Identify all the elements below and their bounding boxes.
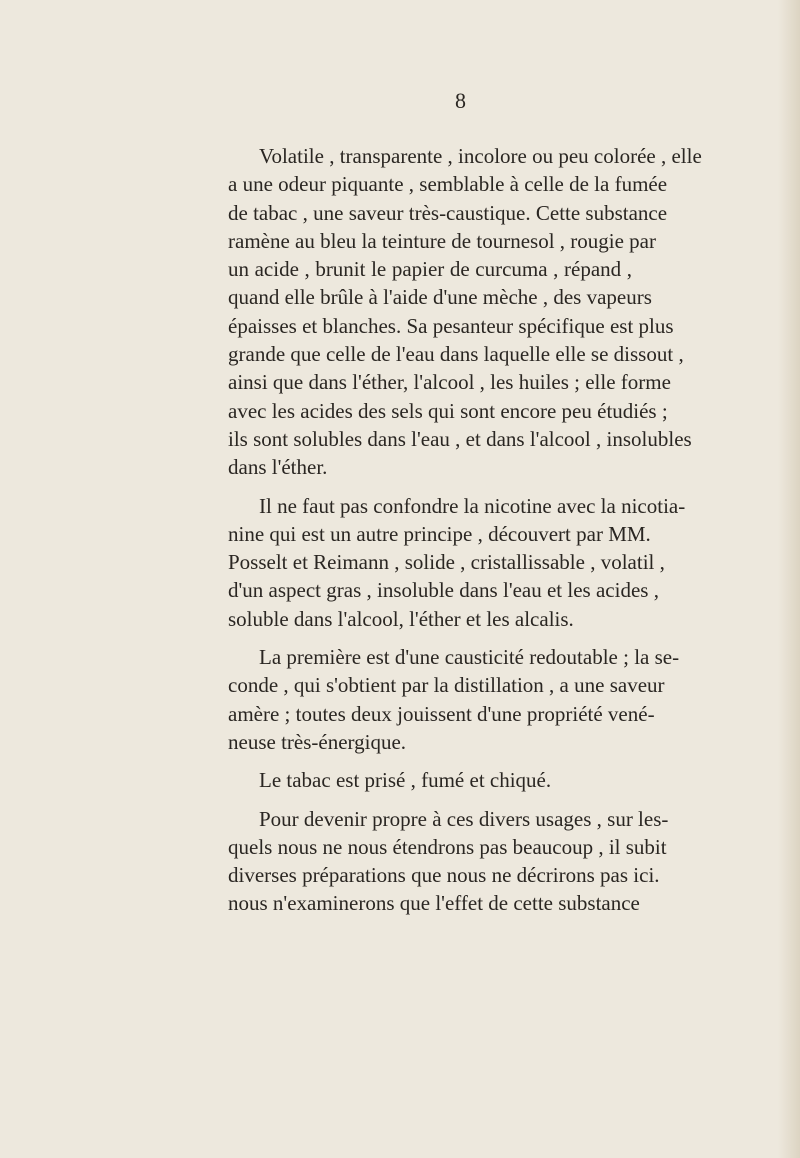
text-line: quand elle brûle à l'aide d'une mèche , des vapeurs — [228, 285, 652, 310]
text-line: conde , qui s'obtient par la distillation , a une saveur — [228, 673, 665, 698]
text-line: épaisses et blanches. Sa pesanteur spécifique est plus — [228, 313, 674, 338]
text-line: La première est d'une causticité redoutable ; la se- — [259, 645, 680, 670]
paragraph-1 — [228, 142, 702, 482]
paragraph-4 — [228, 766, 632, 794]
page-edge-shadow — [778, 0, 800, 1158]
text-line: a une odeur piquante , semblable à celle de la fumée — [228, 172, 668, 197]
paragraph-2 — [228, 492, 686, 633]
text-line: avec les acides des sels qui sont encore peu étudiés ; — [228, 398, 668, 423]
text-line: ramène au bleu la teinture de tournesol , rougie par — [228, 228, 656, 253]
text-line: Volatile , transparente , incolore ou peu colorée , elle — [259, 144, 702, 168]
text-line: ils sont solubles dans l'eau , et dans l'alcool , insolubles — [228, 426, 692, 451]
text-line: de tabac , une saveur très-caustique. Cette substance — [228, 200, 668, 225]
text-line: Pour devenir propre à ces divers usages , sur les- — [259, 806, 669, 831]
text-line: quels nous ne nous étendrons pas beaucoup , il subit — [228, 834, 667, 859]
text-line: Posselt et Reimann , solide , cristallissable , volatil , — [228, 550, 665, 575]
text-line: soluble dans l'alcool, l'éther et les alcalis. — [228, 606, 574, 631]
paragraph-3 — [228, 643, 680, 756]
body-text — [228, 142, 702, 918]
text-line: un acide , brunit le papier de curcuma , répand , — [228, 257, 632, 282]
text-line: Le tabac est prisé , fumé et chiqué. — [259, 768, 552, 793]
text-line: nine qui est un autre principe , découvert par MM. — [228, 521, 651, 546]
text-line: d'un aspect gras , insoluble dans l'eau et les acides , — [228, 578, 659, 603]
text-line: Il ne faut pas confondre la nicotine avec la nicotia- — [259, 493, 686, 518]
text-line: nous n'examinerons que l'effet de cette substance — [228, 891, 640, 916]
text-line: amère ; toutes deux jouissent d'une propriété vené- — [228, 701, 655, 726]
text-line: dans l'éther. — [228, 455, 328, 480]
text-line: grande que celle de l'eau dans laquelle elle se dissout , — [228, 342, 684, 367]
page-number: 8 — [455, 88, 466, 113]
paragraph-5 — [228, 805, 669, 918]
text-line: neuse très-énergique. — [228, 729, 407, 754]
text-line: ainsi que dans l'éther, l'alcool , les huiles ; elle forme — [228, 370, 671, 395]
text-line: diverses préparations que nous ne décrirons pas ici. — [228, 863, 660, 888]
